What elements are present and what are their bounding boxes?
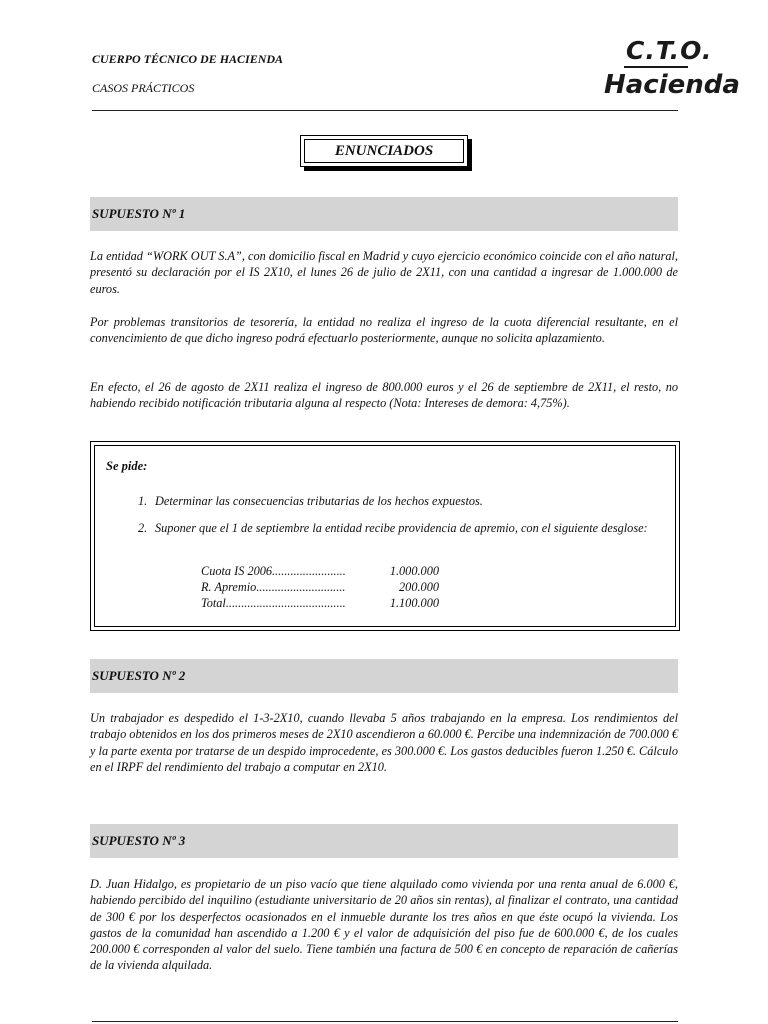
cto-hacienda-logo	[598, 36, 740, 108]
page-title: ENUNCIADOS	[304, 139, 464, 163]
se-pide-title: Se pide:	[106, 459, 148, 473]
header-organization: CUERPO TÉCNICO DE HACIENDA	[92, 52, 284, 66]
breakdown-label: R. Apremio.............................	[201, 580, 346, 594]
supuesto-3-heading: SUPUESTO Nº 3	[90, 824, 678, 858]
logo-underline	[624, 66, 688, 68]
logo-top-text: C.T.O.	[626, 36, 713, 65]
breakdown-label: Cuota IS 2006........................	[201, 564, 346, 578]
supuesto-1-heading: SUPUESTO Nº 1	[90, 197, 678, 231]
supuesto-2-heading: SUPUESTO Nº 2	[90, 659, 678, 693]
se-pide-item-number: 2.	[138, 521, 148, 535]
se-pide-item-text: Determinar las consecuencias tributarias de los hechos expuestos.	[155, 494, 483, 508]
se-pide-item-text: Suponer que el 1 de septiembre la entidad recibe providencia de apremio, con el siguiente desglose:	[155, 521, 648, 535]
supuesto-2-paragraph: Un trabajador es despedido el 1-3-2X10, cuando llevaba 5 años trabajando en la empresa. Los rendimientos del trabajo obtenidos en los dos primeros meses de 2X10 ascendieron a 60.000 €. Percibe una indemnización de 700.000 € y la parte exenta por tratarse de un despido improcedente, es 300.000 €. Los gastos deducibles fueron 1.250 €. Cálculo en el IRPF del rendimiento del trabajo a computar en 2X10.	[90, 711, 678, 774]
se-pide-item-number: 1.	[138, 494, 148, 508]
header-subtitle: CASOS PRÁCTICOS	[92, 81, 195, 95]
supuesto-3-paragraph: D. Juan Hidalgo, es propietario de un piso vacío que tiene alquilado como vivienda por una renta anual de 6.000 €, habiendo percibido del inquilino (estudiante universitario de 20 años sin rentas), al finalizar el contrato, una cantidad de 300 € por los desperfectos ocasionados en el inmueble durante los tres años en que éste ocupó la vivienda. Los gastos de la comunidad han ascendido a 1.200 € y el valor de adquisición del piso fue de 600.000 €, de los cuales 200.000 € corresponden al valor del suelo. Tiene también una factura de 500 € en concepto de reparación de cañerías de la vivienda alquilada.	[90, 877, 678, 973]
breakdown-value: 1.100.000	[389, 596, 439, 610]
title-box	[300, 135, 468, 167]
supuesto-1-paragraph-2: Por problemas transitorios de tesorería, la entidad no realiza el ingreso de la cuota diferencial resultante, en el convencimiento de que dicho ingreso podrá efectuarlo posteriormente, aunque no solicita aplazamiento.	[90, 315, 678, 346]
breakdown-value: 200.000	[399, 580, 439, 594]
breakdown-label: Total.......................................	[201, 596, 346, 610]
supuesto-1-paragraph-1: La entidad “WORK OUT S.A”, con domicilio fiscal en Madrid y cuyo ejercicio económico coincide con el año natural, presentó su declaración por el IS 2X10, el lunes 26 de julio de 2X11, con una cantidad a ingresar de 1.000.000 de euros.	[90, 249, 678, 296]
header-divider	[92, 110, 678, 111]
footer-divider	[92, 1021, 678, 1022]
supuesto-1-paragraph-3: En efecto, el 26 de agosto de 2X11 realiza el ingreso de 800.000 euros y el 26 de septiembre de 2X11, el resto, no habiendo recibido notificación tributaria alguna al respecto (Nota: Intereses de demora: 4,75%).	[90, 380, 678, 411]
logo-bottom-text: Hacienda	[604, 70, 740, 100]
breakdown-value: 1.000.000	[389, 564, 439, 578]
